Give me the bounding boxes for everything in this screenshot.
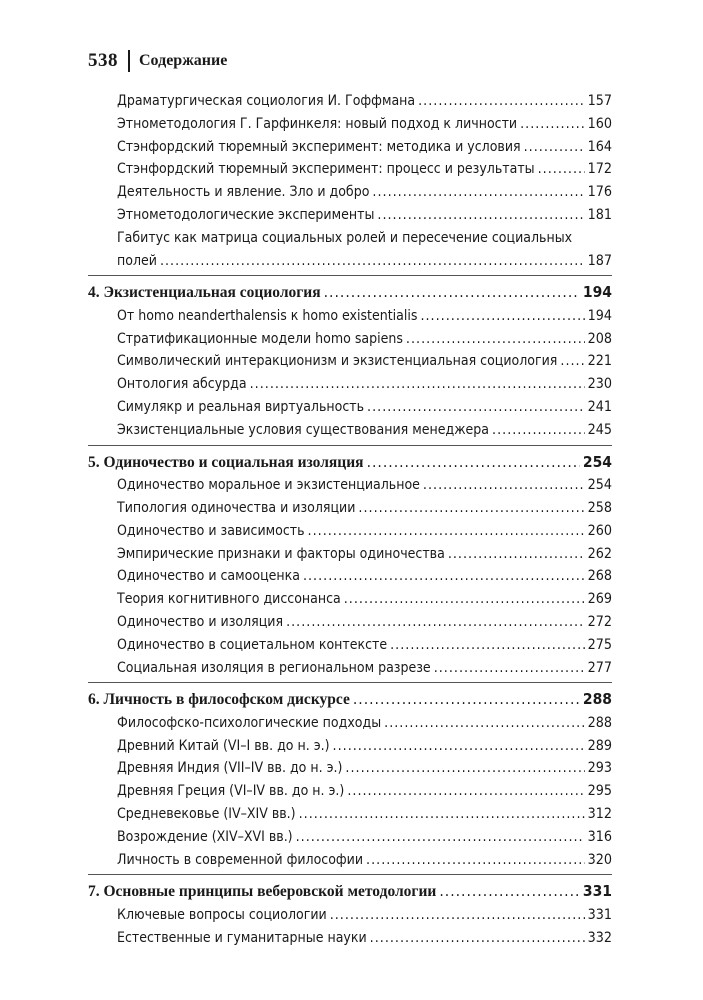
- toc-entry-title: Одиночество и изоляция: [117, 613, 284, 630]
- toc-entry: [88, 204, 612, 227]
- toc-entry: [88, 543, 612, 566]
- toc-entry: [88, 849, 612, 872]
- toc-entry-page: 262: [587, 545, 612, 562]
- toc-entry-title: Возрождение (XIV–XVI вв.): [117, 828, 293, 845]
- running-title: Содержание: [139, 52, 228, 69]
- toc-chapter-title: 6. Личность в философском дискурсе: [88, 691, 350, 709]
- toc-entry-title: Этнометодологические эксперименты: [117, 206, 375, 223]
- toc-entry-title: Эмпирические признаки и факторы одиночества: [117, 545, 445, 562]
- toc-entry-page: 260: [587, 522, 612, 539]
- divider: [88, 445, 612, 446]
- toc-entry-page: 272: [587, 613, 612, 630]
- toc-entry: [88, 520, 612, 543]
- toc-entry-title-continued: полей: [117, 252, 157, 269]
- toc-entry-title: Экзистенциальные условия существования менеджера: [117, 421, 490, 438]
- leader-dots: [492, 419, 585, 442]
- toc-entry: [88, 826, 612, 849]
- toc-entry-title: Стэнфордский тюремный эксперимент: процесс и результаты: [117, 161, 535, 178]
- toc-entry-title: Философско-психологические подходы: [117, 714, 382, 731]
- toc-entry: [88, 634, 612, 657]
- page-header: [88, 50, 227, 72]
- leader-dots: [296, 826, 585, 849]
- leader-dots: [377, 204, 584, 227]
- toc-entry-title: Онтология абсурда: [117, 376, 247, 393]
- leader-dots: [439, 880, 580, 903]
- leader-dots: [366, 849, 585, 872]
- toc-chapter-title: 5. Одиночество и социальная изоляция: [88, 453, 364, 471]
- toc-entry-title: Символический интеракционизм и экзистенциальная социология: [117, 353, 558, 370]
- toc-entry: [88, 419, 612, 442]
- toc-entry-title: Средневековье (IV–XIV вв.): [117, 806, 296, 823]
- leader-dots: [418, 90, 585, 113]
- toc-entry-page: 275: [587, 636, 612, 653]
- leader-dots: [303, 565, 585, 588]
- toc-entry-page: 269: [587, 591, 612, 608]
- toc-entry-page: 332: [587, 929, 612, 946]
- leader-dots: [372, 181, 584, 204]
- toc-entry-page: 157: [587, 93, 612, 109]
- toc-entry-title: Симулякр и реальная виртуальность: [117, 399, 365, 416]
- toc-entry: [88, 474, 612, 497]
- toc-entry: [88, 396, 612, 419]
- toc-chapter-page: 288: [582, 690, 612, 709]
- leader-dots: [358, 497, 584, 520]
- leader-dots: [344, 588, 585, 611]
- toc-entry-title: Социальная изоляция в региональном разрезе: [117, 659, 431, 676]
- toc-entry: [88, 611, 612, 634]
- leader-dots: [324, 281, 580, 304]
- leader-dots: [538, 158, 585, 181]
- leader-dots: [367, 451, 580, 474]
- toc-entry-page: 164: [587, 138, 612, 155]
- toc-entry: [88, 181, 612, 204]
- toc-entry-page: 288: [587, 714, 612, 731]
- toc-entry-page: 245: [587, 421, 612, 438]
- toc-entry-title: Древняя Индия (VII–IV вв. до н. э.): [117, 760, 343, 777]
- toc-entry-title: Одиночество моральное и экзистенциальное: [117, 477, 420, 494]
- toc-entry-page: 258: [587, 499, 612, 516]
- toc-entry-page: 221: [587, 353, 612, 370]
- leader-dots: [434, 657, 585, 680]
- toc-entry-page: 187: [587, 252, 612, 269]
- divider: [88, 275, 612, 276]
- toc-entry: [88, 113, 612, 136]
- toc-chapter-page: 254: [582, 452, 612, 471]
- leader-dots: [299, 803, 585, 826]
- toc-entry-title: Естественные и гуманитарные науки: [117, 929, 367, 946]
- leader-dots: [370, 927, 585, 950]
- header-divider: [128, 50, 130, 72]
- divider: [88, 874, 612, 875]
- toc-entry-page: 295: [587, 783, 612, 800]
- toc-entry: [88, 712, 612, 735]
- toc-entry-title: Одиночество и зависимость: [117, 522, 305, 539]
- toc-entry: [88, 158, 612, 181]
- toc-entry: [88, 904, 612, 927]
- toc-entry: [88, 757, 612, 780]
- toc-entry-title: Одиночество в социетальном контексте: [117, 636, 388, 653]
- toc-entry: [88, 497, 612, 520]
- leader-dots: [345, 757, 584, 780]
- toc-entry: [88, 350, 612, 373]
- toc-entry: [88, 588, 612, 611]
- toc-chapter: [88, 686, 612, 712]
- leader-dots: [448, 543, 585, 566]
- leader-dots: [160, 250, 585, 273]
- leader-dots: [333, 735, 585, 758]
- toc-entry-page: 289: [587, 737, 612, 754]
- toc-entry-page: 172: [587, 161, 612, 178]
- toc-entry-title: Этнометодология Г. Гарфинкеля: новый подход к личности: [117, 115, 518, 132]
- toc-entry-page: 312: [587, 806, 612, 823]
- toc-entry-page: 241: [587, 399, 612, 416]
- toc-entry: [88, 305, 612, 328]
- leader-dots: [560, 350, 584, 373]
- toc-entry: [88, 780, 612, 803]
- toc-entry-page: 331: [587, 906, 612, 923]
- toc-chapter: [88, 449, 612, 475]
- toc-entry-title: От homo neanderthalensis к homo existentialis: [117, 307, 418, 324]
- toc-entry-page: 181: [587, 206, 612, 223]
- leader-dots: [520, 113, 585, 136]
- toc-entry-title: Деятельность и явление. Зло и добро: [117, 184, 370, 201]
- toc-entry-page: 268: [587, 568, 612, 585]
- toc-entry: [88, 227, 612, 273]
- toc-entry: [88, 657, 612, 680]
- page-number: 538: [88, 50, 118, 71]
- toc-chapter-page: 194: [582, 283, 612, 302]
- toc-entry-page: 293: [587, 760, 612, 777]
- toc-entry-title: Габитус как матрица социальных ролей и пересечение социальных: [117, 229, 573, 246]
- toc-entry: [88, 328, 612, 351]
- toc-chapter: [88, 878, 612, 904]
- toc-entry: [88, 136, 612, 159]
- toc-entry: [88, 927, 612, 950]
- leader-dots: [250, 373, 585, 396]
- leader-dots: [384, 712, 585, 735]
- divider: [88, 682, 612, 683]
- toc-entry-title: Ключевые вопросы социологии: [117, 906, 327, 923]
- leader-dots: [367, 396, 585, 419]
- toc-entry-title: Древний Китай (VI–I вв. до н. э.): [117, 737, 330, 754]
- toc-entry: [88, 803, 612, 826]
- leader-dots: [420, 305, 584, 328]
- toc-entry-page: 194: [587, 307, 612, 324]
- leader-dots: [390, 634, 585, 657]
- toc-entry-title: Теория когнитивного диссонанса: [117, 591, 341, 608]
- toc-entry-page: 176: [587, 184, 612, 201]
- toc-entry-page: 320: [587, 851, 612, 868]
- toc-chapter: [88, 279, 612, 305]
- leader-dots: [286, 611, 585, 634]
- toc-entry-title: Стэнфордский тюремный эксперимент: методика и условия: [117, 138, 521, 155]
- toc-entry-page: 208: [587, 330, 612, 347]
- toc-entry-page: 160: [587, 115, 612, 132]
- leader-dots: [524, 136, 585, 159]
- toc-entry-page: 254: [587, 477, 612, 494]
- toc-entry-title: Древняя Греция (VI–IV вв. до н. э.): [117, 783, 345, 800]
- toc-entry-title: Стратификационные модели homo sapiens: [117, 330, 403, 347]
- toc-entry: [88, 90, 612, 113]
- table-of-contents: [88, 90, 612, 950]
- leader-dots: [353, 688, 580, 711]
- toc-entry: [88, 565, 612, 588]
- toc-entry-title: Личность в современной философии: [117, 851, 364, 868]
- toc-entry-title: Типология одиночества и изоляции: [117, 499, 356, 516]
- leader-dots: [423, 474, 585, 497]
- leader-dots: [308, 520, 585, 543]
- toc-entry-page: 230: [587, 376, 612, 393]
- leader-dots: [330, 904, 585, 927]
- toc-entry-page: 277: [587, 659, 612, 676]
- toc-entry: [88, 735, 612, 758]
- toc-entry-title: Одиночество и самооценка: [117, 568, 300, 585]
- leader-dots: [347, 780, 584, 803]
- toc-entry-page: 316: [587, 828, 612, 845]
- toc-chapter-title: 7. Основные принципы веберовской методологии: [88, 883, 437, 901]
- toc-chapter-title: 4. Экзистенциальная социология: [88, 284, 321, 302]
- toc-chapter-page: 331: [582, 882, 612, 901]
- toc-entry: [88, 373, 612, 396]
- toc-entry-title: Драматургическая социология И. Гоффмана: [117, 93, 416, 109]
- leader-dots: [406, 328, 585, 351]
